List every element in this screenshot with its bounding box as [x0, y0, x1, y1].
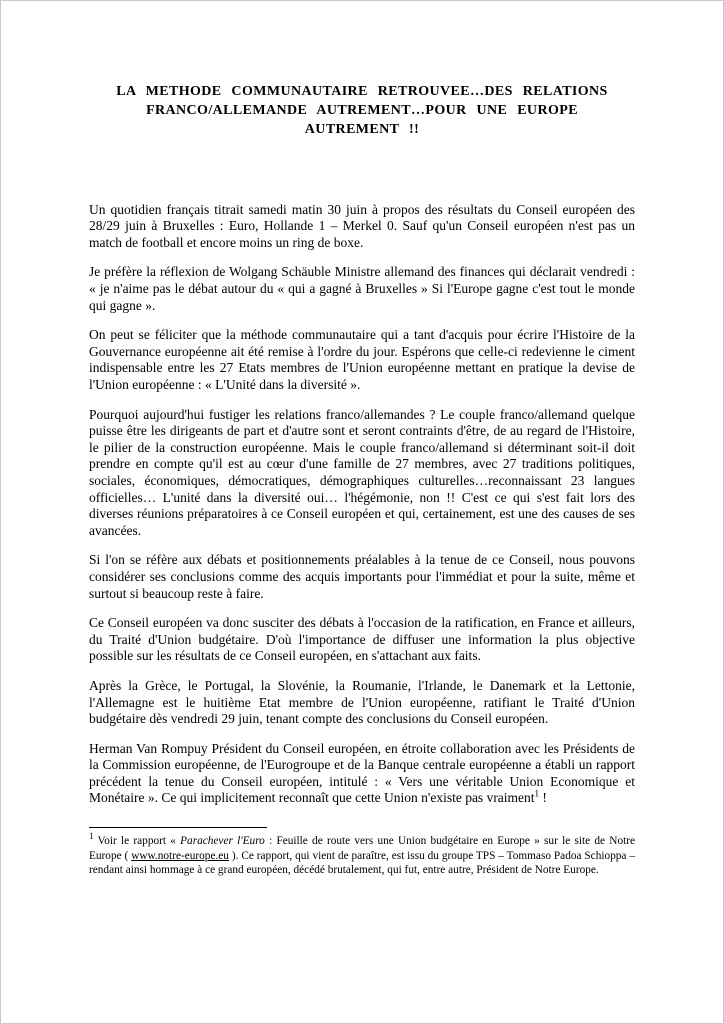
footnote-italic-title: Parachever l'Euro	[180, 835, 265, 848]
document-content	[1, 1, 723, 878]
footnote-text-after-italic: : Feuille de route vers une Union budgétaire en Europe » sur le site de Notre Europe (	[89, 835, 636, 862]
footnote-text-after-link: ). Ce rapport, qui vient de paraître, est issu du groupe TPS – Tommaso Padoa Schioppa – rendant ainsi hommage à ce grand européen, décédé brutalement, qui fut, entre autre, Président de Notre Europe.	[89, 849, 635, 877]
footnote-reference: 1	[534, 788, 540, 799]
paragraph-8-tail: !	[539, 790, 547, 806]
footnote-text-before-italic: Voir le rapport «	[93, 835, 181, 848]
paragraph-1: Un quotidien français titrait samedi matin 30 juin à propos des résultats du Conseil européen des 28/29 juin à Bruxelles : Euro, Hollande 1 – Merkel 0. Sauf qu'un Conseil européen n'est pas un match de football et encore moins un ring de boxe.	[89, 201, 635, 250]
document-title-line-2: FRANCO/ALLEMANDE AUTREMENT…POUR UNE EUROPE AUTREMENT !!	[146, 102, 578, 137]
document-title	[106, 83, 618, 140]
footnote-marker: 1	[89, 831, 94, 842]
paragraph-3: On peut se féliciter que la méthode communautaire qui a tant d'acquis pour écrire l'Histoire de la Gouvernance européenne ait été remise à l'ordre du jour. Espérons que celle-ci redevienne le ciment indispensable entre les 27 Etats membres de l'Union européenne mettant en pratique la devise de l'Union européenne : « L'Unité dans la diversité ».	[89, 327, 635, 393]
paragraph-8	[89, 741, 635, 807]
paragraph-4: Pourquoi aujourd'hui fustiger les relations franco/allemandes ? Le couple franco/allemand quelque puisse être les dirigeants de part et d'autre sont et seront contraints d'être, de au regard de l'Histoire, le pilier de la construction européenne. Mais le couple franco/allemand si déterminant soit-il doit prendre en compte qu'il est au cœur d'une famille de 27 membres, avec 27 traditions politiques, sociales, économiques, démocratiques, démographiques culturelles…reconnaissant 23 langues officielles… L'unité dans la diversité oui… l'hégémonie, non !! C'est ce qui s'est fait lors des diverses réunions préparatoires à ce Conseil européen et qui, certainement, est une des causes de ses avancées.	[89, 406, 635, 538]
footnote-link[interactable]: www.notre-europe.eu	[131, 849, 229, 862]
paragraph-2: Je préfère la réflexion de Wolgang Schäuble Ministre allemand des finances qui déclarait vendredi : « je n'aime pas le débat autour du « qui a gagné à Bruxelles » Si l'Europe gagne c'est tout le monde qui gagne ».	[89, 264, 635, 313]
paragraph-8-text: Herman Van Rompuy Président du Conseil européen, en étroite collaboration avec les Présidents de la Commission européenne, de l'Eurogroupe et de la Banque centrale européenne a établi un rapport précédent la tenue du Conseil européen, intitulé : « Vers une véritable Union Economique et Monétaire ». Ce qui implicitement reconnaît que cette Union n'existe pas vraiment	[89, 740, 635, 806]
paragraph-6: Ce Conseil européen va donc susciter des débats à l'occasion de la ratification, en France et ailleurs, du Traité d'Union budgétaire. D'où l'importance de diffuser une information la plus objective possible sur les résultats de ce Conseil européen, en s'attachant aux faits.	[89, 615, 635, 664]
footnote	[89, 831, 636, 878]
document-title-line-1: LA METHODE COMMUNAUTAIRE RETROUVEE…DES RELATIONS	[116, 84, 608, 99]
paragraph-5: Si l'on se réfère aux débats et positionnements préalables à la tenue de ce Conseil, nous pouvons considérer ses conclusions comme des acquis importants pour l'immédiat et pour la suite, même et surtout si beaucoup reste à faire.	[89, 552, 635, 601]
paragraph-7: Après la Grèce, le Portugal, la Slovénie, la Roumanie, l'Irlande, le Danemark et la Lettonie, l'Allemagne est le huitième Etat membre de l'Union européenne, ratifiant le Traité d'Union budgétaire dès vendredi 29 juin, tenant compte des conclusions du Conseil européen.	[89, 677, 635, 727]
footnote-separator	[89, 827, 267, 828]
